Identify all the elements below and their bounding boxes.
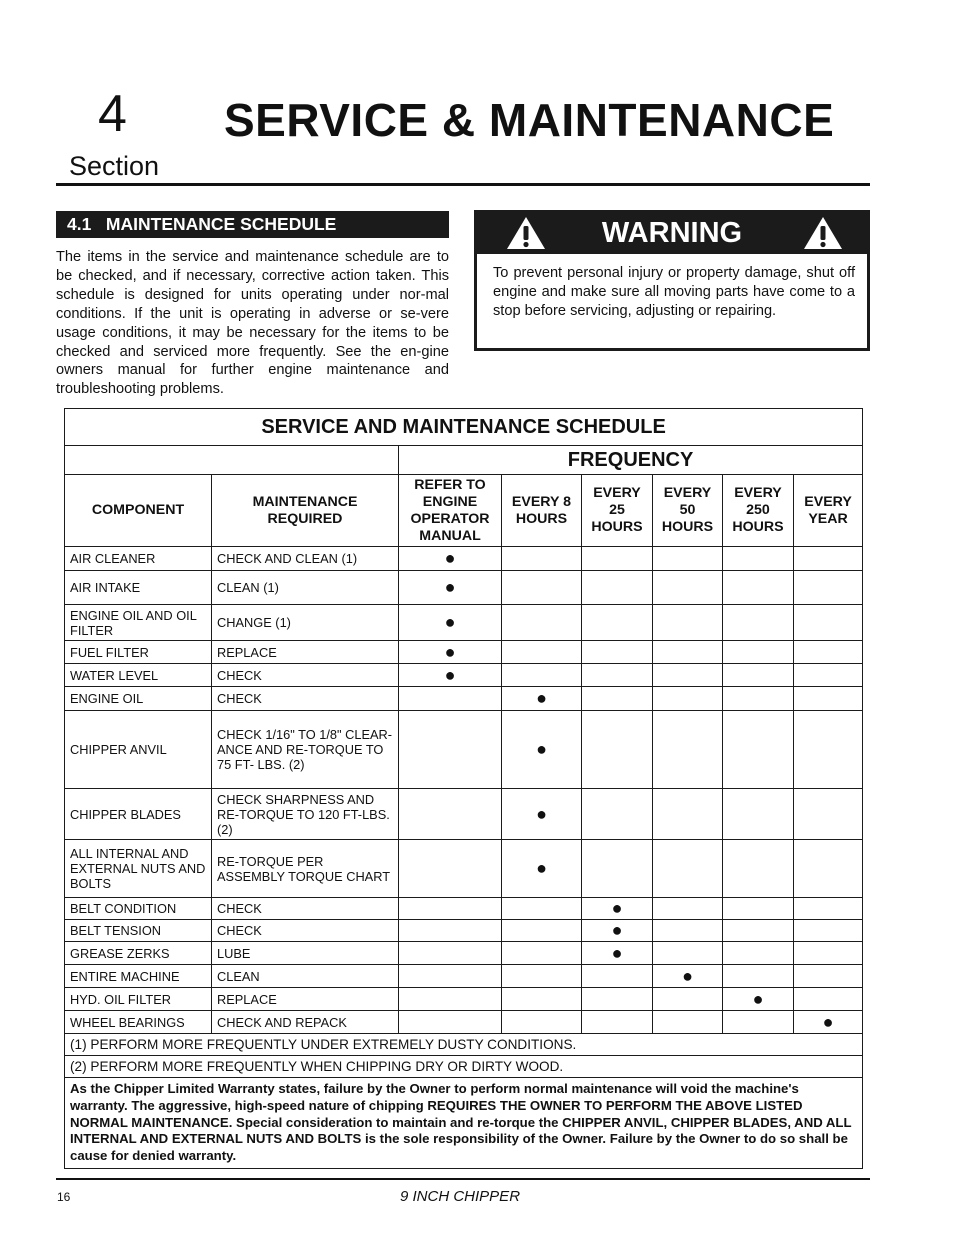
maintenance-schedule-table [64, 408, 863, 1169]
frequency-cell [723, 641, 794, 664]
frequency-cell [502, 641, 582, 664]
frequency-cell [399, 687, 502, 711]
column-header: COMPONENT [65, 475, 212, 547]
footer-title: 9 INCH CHIPPER [400, 1188, 521, 1205]
component-cell: CHIPPER ANVIL [65, 711, 212, 789]
page-title: SERVICE & MAINTENANCE [224, 94, 835, 146]
frequency-cell [653, 687, 723, 711]
frequency-cell [794, 840, 863, 898]
column-header: REFER TO ENGINE OPERATOR MANUAL [399, 475, 502, 547]
frequency-cell [723, 840, 794, 898]
page-number: 16 [57, 1190, 71, 1204]
frequency-cell [582, 664, 653, 687]
table-row [65, 605, 863, 641]
warning-box [474, 210, 870, 351]
table-row [65, 547, 863, 571]
maintenance-cell: CHECK [212, 664, 399, 687]
frequency-cell [794, 571, 863, 605]
frequency-cell [399, 898, 502, 920]
frequency-mark: ● [723, 988, 794, 1011]
column-header: EVERY 8 HOURS [502, 475, 582, 547]
column-header: EVERY 50 HOURS [653, 475, 723, 547]
frequency-mark: ● [399, 571, 502, 605]
table-row [65, 920, 863, 942]
frequency-cell [723, 920, 794, 942]
warning-text: To prevent personal injury or property damage, shut off engine and make sure all moving parts have come to a stop before servicing, adjusting or repairing. [493, 265, 855, 319]
frequency-mark: ● [399, 547, 502, 571]
frequency-cell [502, 605, 582, 641]
frequency-cell [582, 641, 653, 664]
frequency-mark: ● [653, 965, 723, 988]
table-row [65, 664, 863, 687]
frequency-cell [399, 840, 502, 898]
frequency-cell [653, 571, 723, 605]
maintenance-cell: CLEAN [212, 965, 399, 988]
frequency-mark: ● [582, 942, 653, 965]
frequency-cell [653, 605, 723, 641]
section-label: Section [69, 151, 160, 181]
frequency-cell [723, 1011, 794, 1034]
table-title: SERVICE AND MAINTENANCE SCHEDULE [65, 409, 863, 446]
frequency-cell [399, 789, 502, 840]
column-header-row [65, 475, 863, 547]
warning-header [477, 213, 867, 254]
frequency-cell [653, 711, 723, 789]
frequency-cell [582, 1011, 653, 1034]
warning-triangle-icon [802, 215, 844, 251]
frequency-cell [653, 942, 723, 965]
maintenance-cell: CHECK 1/16" TO 1/8" CLEAR-ANCE AND RE-TORQUE TO 75 FT- LBS. (2) [212, 711, 399, 789]
component-cell: BELT TENSION [65, 920, 212, 942]
frequency-cell [794, 965, 863, 988]
component-cell: ALL INTERNAL AND EXTERNAL NUTS AND BOLTS [65, 840, 212, 898]
frequency-cell [399, 988, 502, 1011]
component-cell: AIR INTAKE [65, 571, 212, 605]
component-cell: AIR CLEANER [65, 547, 212, 571]
subsection-heading: 4.1 MAINTENANCE SCHEDULE [56, 211, 449, 238]
frequency-cell [502, 942, 582, 965]
frequency-cell [399, 920, 502, 942]
table-row [65, 840, 863, 898]
frequency-cell [723, 789, 794, 840]
frequency-cell [794, 641, 863, 664]
section-number: 4 [98, 85, 127, 143]
table-row [65, 687, 863, 711]
table-row [65, 711, 863, 789]
note-row [65, 1034, 863, 1056]
maintenance-cell: CLEAN (1) [212, 571, 399, 605]
frequency-cell [723, 664, 794, 687]
frequency-cell [794, 898, 863, 920]
frequency-cell [653, 789, 723, 840]
component-cell: ENTIRE MACHINE [65, 965, 212, 988]
frequency-cell [399, 1011, 502, 1034]
frequency-cell [582, 988, 653, 1011]
frequency-cell [582, 547, 653, 571]
intro-paragraph: The items in the service and maintenance schedule are to be checked, and if necessary, corrective action taken. This schedule is designed for units operating under nor-mal conditions. If the unit is operating in adverse or se-vere usage conditions, it may be necessary for the items to be checked and serviced more frequently. See the en-gine owners manual for further engine maintenance and troubleshooting problems. [56, 249, 449, 398]
frequency-cell [723, 547, 794, 571]
frequency-cell [723, 605, 794, 641]
frequency-cell [502, 664, 582, 687]
frequency-cell [794, 711, 863, 789]
maintenance-cell: LUBE [212, 942, 399, 965]
column-header: EVERY YEAR [794, 475, 863, 547]
frequency-cell [582, 789, 653, 840]
table-row [65, 898, 863, 920]
component-cell: WATER LEVEL [65, 664, 212, 687]
maintenance-cell: CHECK [212, 898, 399, 920]
frequency-cell [653, 547, 723, 571]
frequency-cell [653, 840, 723, 898]
frequency-cell [723, 942, 794, 965]
component-cell: FUEL FILTER [65, 641, 212, 664]
frequency-mark: ● [582, 898, 653, 920]
frequency-cell [794, 920, 863, 942]
component-cell: GREASE ZERKS [65, 942, 212, 965]
maintenance-cell: CHECK AND CLEAN (1) [212, 547, 399, 571]
frequency-cell [582, 840, 653, 898]
frequency-cell [582, 711, 653, 789]
component-cell: BELT CONDITION [65, 898, 212, 920]
table-row [65, 988, 863, 1011]
frequency-cell [653, 920, 723, 942]
component-cell: CHIPPER BLADES [65, 789, 212, 840]
frequency-cell [502, 920, 582, 942]
frequency-cell [723, 711, 794, 789]
frequency-cell [502, 571, 582, 605]
frequency-cell [794, 942, 863, 965]
frequency-mark: ● [794, 1011, 863, 1034]
maintenance-cell: REPLACE [212, 988, 399, 1011]
frequency-cell [502, 965, 582, 988]
component-cell: HYD. OIL FILTER [65, 988, 212, 1011]
component-cell: ENGINE OIL AND OIL FILTER [65, 605, 212, 641]
frequency-cell [502, 988, 582, 1011]
maintenance-cell: CHECK [212, 687, 399, 711]
frequency-mark: ● [502, 789, 582, 840]
frequency-cell [723, 571, 794, 605]
frequency-cell [653, 641, 723, 664]
column-header: EVERY 25 HOURS [582, 475, 653, 547]
frequency-cell [502, 547, 582, 571]
frequency-cell [502, 898, 582, 920]
frequency-cell [582, 605, 653, 641]
footnote: (2) PERFORM MORE FREQUENTLY WHEN CHIPPING DRY OR DIRTY WOOD. [65, 1056, 863, 1078]
maintenance-cell: CHECK AND REPACK [212, 1011, 399, 1034]
frequency-cell [399, 711, 502, 789]
frequency-cell [653, 988, 723, 1011]
frequency-cell [582, 571, 653, 605]
table-row [65, 571, 863, 605]
frequency-cell [653, 898, 723, 920]
frequency-cell [399, 965, 502, 988]
component-cell: ENGINE OIL [65, 687, 212, 711]
frequency-cell [582, 687, 653, 711]
table-row [65, 1011, 863, 1034]
blank-header-cell [65, 446, 399, 475]
table-row [65, 789, 863, 840]
column-header: MAINTENANCE REQUIRED [212, 475, 399, 547]
note-row [65, 1056, 863, 1078]
frequency-cell [723, 687, 794, 711]
frequency-cell [794, 687, 863, 711]
frequency-mark: ● [399, 605, 502, 641]
maintenance-cell: CHECK [212, 920, 399, 942]
frequency-cell [723, 965, 794, 988]
title-divider [56, 183, 870, 186]
warranty-statement: As the Chipper Limited Warranty states, failure by the Owner to perform normal maintenance will void the machine's warranty. The aggressive, high-speed nature of chipping REQUIRES THE OWNER TO PERFORM THE ABOVE LISTED NORMAL MAINTENANCE. Special consideration to maintain and re-torque the CHIPPER ANVIL, CHIPPER BLADES, AND ALL INTERNAL AND EXTERNAL NUTS AND BOLTS is the sole responsibility of the Owner. Failure by the Owner to do so shall be cause for denied warranty. [65, 1078, 863, 1169]
footnote: (1) PERFORM MORE FREQUENTLY UNDER EXTREMELY DUSTY CONDITIONS. [65, 1034, 863, 1056]
warning-title: WARNING [601, 217, 743, 249]
frequency-cell [502, 1011, 582, 1034]
frequency-cell [723, 898, 794, 920]
frequency-cell [794, 547, 863, 571]
footer-divider [56, 1178, 870, 1180]
frequency-mark: ● [399, 664, 502, 687]
frequency-cell [653, 664, 723, 687]
frequency-cell [399, 942, 502, 965]
frequency-cell [653, 1011, 723, 1034]
frequency-cell [794, 664, 863, 687]
maintenance-cell: REPLACE [212, 641, 399, 664]
warranty-row [65, 1078, 863, 1169]
maintenance-cell: CHECK SHARPNESS AND RE-TORQUE TO 120 FT-LBS. (2) [212, 789, 399, 840]
frequency-header: FREQUENCY [399, 446, 863, 475]
table-row [65, 641, 863, 664]
frequency-mark: ● [502, 687, 582, 711]
table-row [65, 965, 863, 988]
frequency-cell [794, 605, 863, 641]
maintenance-cell: CHANGE (1) [212, 605, 399, 641]
frequency-cell [582, 965, 653, 988]
column-header: EVERY 250 HOURS [723, 475, 794, 547]
maintenance-cell: RE-TORQUE PER ASSEMBLY TORQUE CHART [212, 840, 399, 898]
component-cell: WHEEL BEARINGS [65, 1011, 212, 1034]
frequency-mark: ● [502, 711, 582, 789]
table-row [65, 942, 863, 965]
frequency-mark: ● [399, 641, 502, 664]
frequency-cell [794, 789, 863, 840]
frequency-mark: ● [502, 840, 582, 898]
frequency-cell [794, 988, 863, 1011]
frequency-mark: ● [582, 920, 653, 942]
